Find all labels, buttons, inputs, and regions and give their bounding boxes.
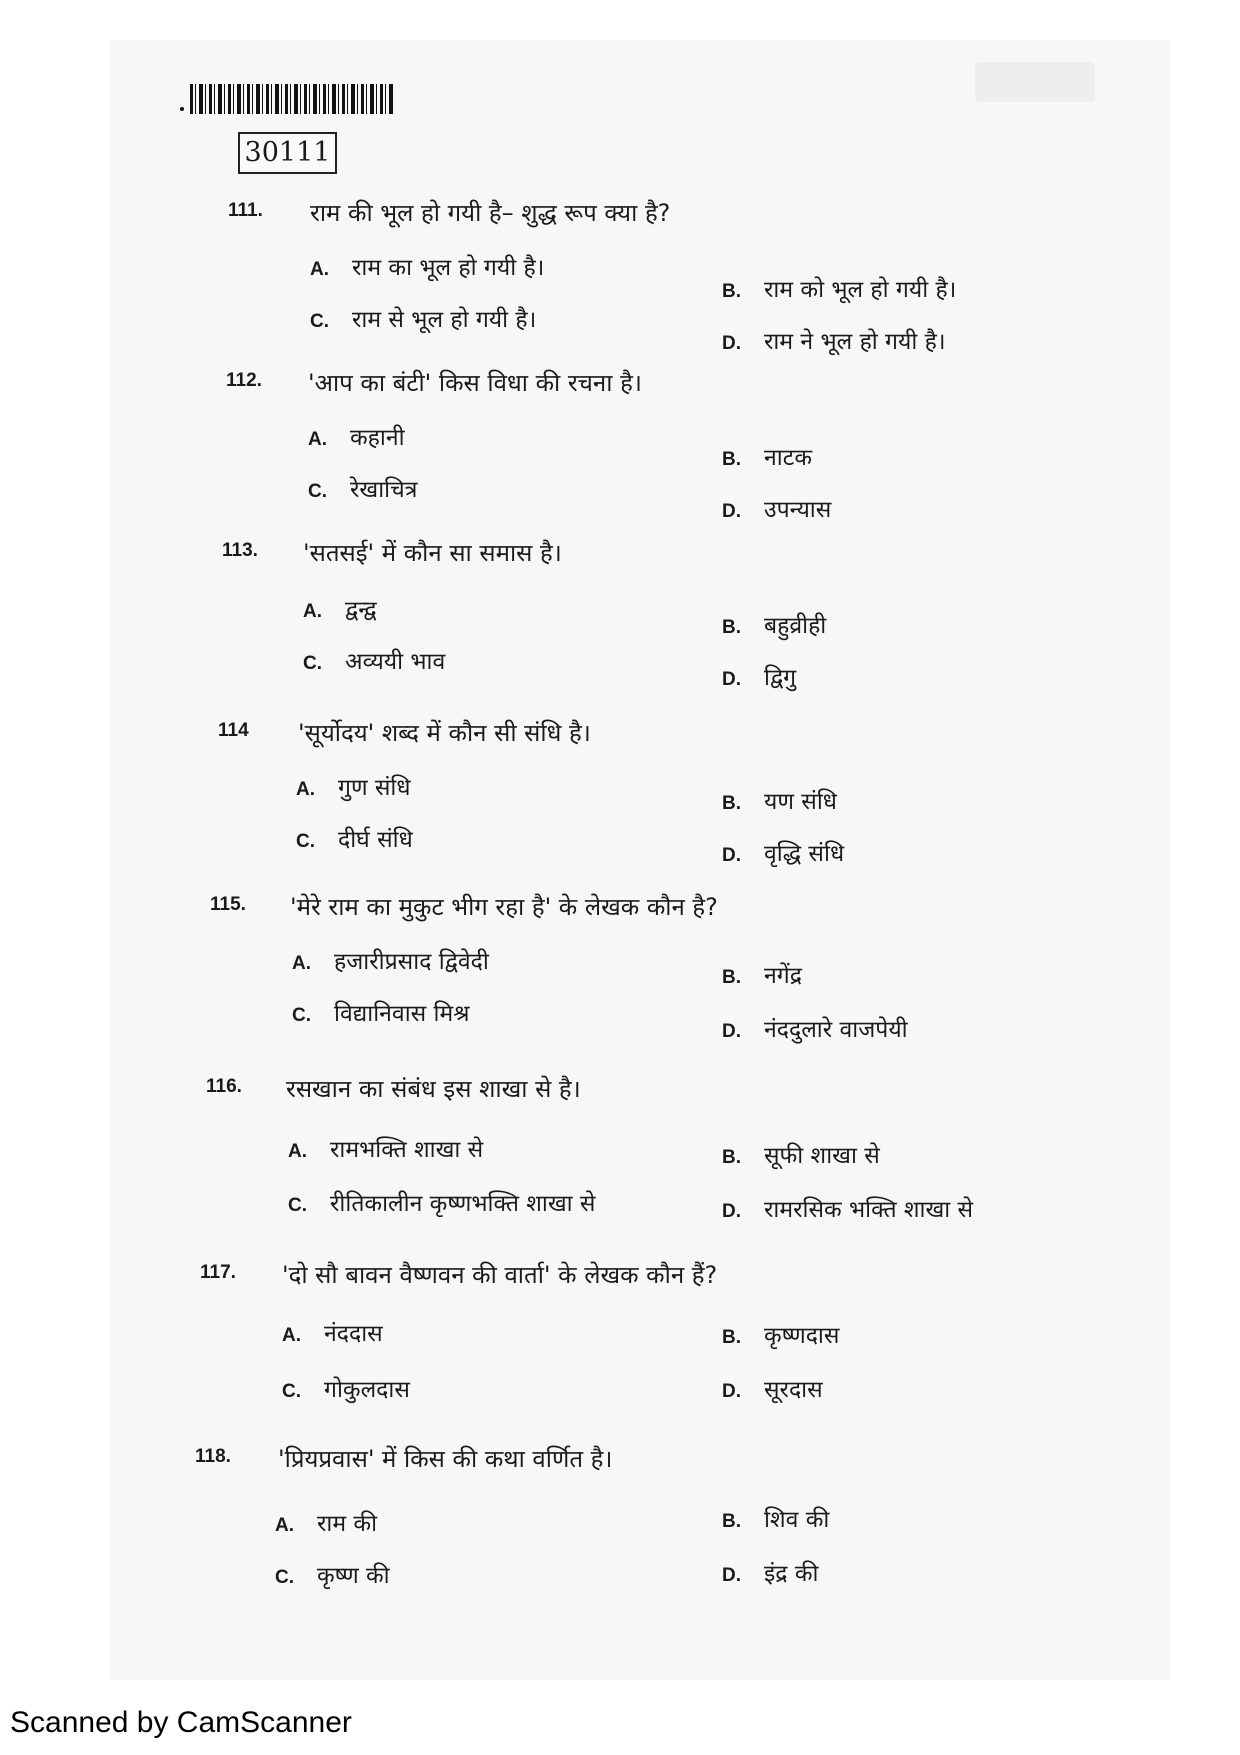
option-label: A. [303,601,322,622]
option-c [310,302,536,334]
option-text: नंददास [324,1321,383,1347]
option-text: राम को भूल हो गयी है। [764,277,957,303]
question-text: 'आप का बंटी' किस विधा की रचना है। [308,369,642,397]
question-number: 112. [226,370,262,391]
option-label: A. [292,953,311,974]
paper-code-box: 30111 [238,132,337,174]
question-number: 114 [218,720,249,741]
option-label: C. [288,1195,307,1216]
option-label: D. [722,1565,741,1586]
option-label: B. [722,1511,741,1532]
option-label: D. [722,501,741,522]
question-text: 'सतसई' में कौन सा समास है। [303,539,562,567]
option-d [722,1192,973,1224]
option-d [722,324,946,356]
option-label: D. [722,1381,741,1402]
option-c [292,996,470,1028]
question-111 [0,200,1240,360]
option-text: हजारीप्रसाद द्विवेदी [334,949,489,975]
option-c [303,644,445,676]
option-label: C. [282,1381,301,1402]
question-text: 'दो सौ बावन वैष्णवन की वार्ता' के लेखक कौन हैं? [282,1261,718,1289]
option-text: नंददुलारे वाजपेयी [764,1017,908,1043]
question-text: 'मेरे राम का मुकुट भीग रहा है' के लेखक कौन है? [290,893,718,921]
option-label: D. [722,669,741,690]
option-text: अव्ययी भाव [345,649,446,675]
option-text: वृद्धि संधि [764,841,845,867]
option-text: द्विगु [764,665,797,691]
question-116 [0,1076,1240,1236]
question-number: 115. [210,894,246,915]
option-label: B. [722,967,741,988]
scanner-watermark: Scanned by CamScanner [10,1706,352,1739]
question-number: 116. [206,1076,242,1097]
bleed-through-mark [975,62,1095,102]
option-text: राम से भूल हो गयी है। [352,307,537,333]
option-label: B. [722,793,741,814]
option-label: B. [722,1147,741,1168]
option-label: C. [292,1005,311,1026]
option-b [722,1138,880,1170]
option-label: B. [722,617,741,638]
option-label: D. [722,1201,741,1222]
option-d [722,836,844,868]
option-text: कृष्ण की [317,1563,390,1589]
option-b [722,958,802,990]
question-115 [0,894,1240,1054]
option-d [722,1372,823,1404]
barcode-dot [180,107,184,111]
question-text: राम की भूल हो गयी है– शुद्ध रूप क्या है? [310,199,671,227]
option-text: सूफी शाखा से [764,1143,880,1169]
option-b [722,272,956,304]
question-number: 113. [222,540,258,561]
option-label: A. [275,1515,294,1536]
option-text: रीतिकालीन कृष्णभक्ति शाखा से [330,1191,596,1217]
option-c [308,472,417,504]
question-117 [0,1262,1240,1422]
option-text: बहुव्रीही [764,613,827,639]
question-112 [0,370,1240,530]
option-label: D. [722,1021,741,1042]
option-a [296,770,411,802]
option-a [282,1316,383,1348]
option-text: कृष्णदास [764,1323,840,1349]
option-text: गुण संधि [338,775,411,801]
option-c [275,1558,390,1590]
option-label: A. [288,1141,307,1162]
option-a [275,1506,377,1538]
option-text: राम ने भूल हो गयी है। [764,329,946,355]
option-text: शिव की [764,1507,830,1533]
option-text: रामरसिक भक्ति शाखा से [764,1197,974,1223]
option-text: दीर्घ संधि [338,827,413,853]
option-text: यण संधि [764,789,837,815]
option-b [722,608,826,640]
question-118 [0,1446,1240,1606]
option-label: B. [722,449,741,470]
option-a [292,944,489,976]
option-text: रेखाचित्र [350,477,418,503]
option-c [296,822,413,854]
question-text: 'प्रियप्रवास' में किस की कथा वर्णित है। [278,1445,613,1473]
option-label: C. [303,653,322,674]
option-d [722,660,796,692]
option-label: D. [722,845,741,866]
option-c [288,1186,595,1218]
option-label: B. [722,1327,741,1348]
question-113 [0,540,1240,700]
option-a [310,250,544,282]
option-label: A. [310,259,329,280]
option-label: A. [308,429,327,450]
question-number: 117. [200,1262,236,1283]
option-b [722,784,837,816]
option-text: विद्यानिवास मिश्र [334,1001,470,1027]
option-text: राम का भूल हो गयी है। [352,255,545,281]
option-text: रामभक्ति शाखा से [330,1137,484,1163]
option-a [303,592,377,624]
option-text: नगेंद्र [764,963,802,989]
option-label: B. [722,281,741,302]
option-b [722,440,812,472]
option-a [288,1132,483,1164]
option-b [722,1502,829,1534]
option-label: C. [296,831,315,852]
option-text: इंद्र की [764,1561,819,1587]
question-text: 'सूर्योदय' शब्द में कौन सी संधि है। [298,719,591,747]
option-d [722,1012,908,1044]
option-d [722,1556,818,1588]
question-114 [0,720,1240,880]
question-text: रसखान का संबंध इस शाखा से है। [286,1075,581,1103]
option-label: D. [722,333,741,354]
question-number: 111. [228,200,263,221]
option-text: राम की [317,1511,378,1537]
option-text: नाटक [764,445,812,471]
option-c [282,1372,410,1404]
option-b [722,1318,839,1350]
barcode [190,84,395,114]
option-label: C. [308,481,327,502]
option-a [308,420,405,452]
option-label: C. [310,311,329,332]
option-label: A. [282,1325,301,1346]
option-d [722,492,831,524]
option-text: कहानी [350,425,405,451]
option-text: द्वन्द्व [345,597,377,623]
option-label: A. [296,779,315,800]
option-text: गोकुलदास [324,1377,410,1403]
question-number: 118. [195,1446,231,1467]
option-text: सूरदास [764,1377,823,1403]
option-text: उपन्यास [764,497,832,523]
option-label: C. [275,1567,294,1588]
